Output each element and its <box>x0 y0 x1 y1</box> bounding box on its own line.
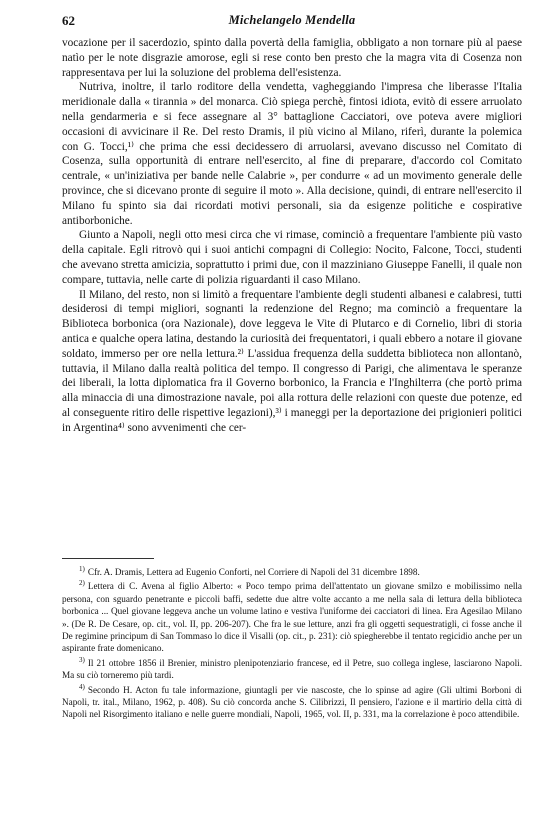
footnote-separator <box>62 558 154 559</box>
footnote <box>62 684 522 721</box>
running-head: Michelangelo Mendella <box>228 13 356 27</box>
main-text <box>62 36 522 436</box>
paragraph: vocazione per il sacerdozio, spinto dalla povertà della famiglia, obbligato a non tornare più al paese natìo per le note disgrazie amorose, egli si rese conto ben presto che la magra vita di Cosenza non rappresentava per lui la soluzione del problema dell'esistenza. <box>62 37 522 79</box>
footnotes <box>62 566 522 723</box>
footnote-text: Lettera di C. Avena al figlio Alberto: « Poco tempo prima dell'attentato un giovane smilzo e mobilissimo nella persona, con sguardo penetrante e piccoli baffi, sedette due altre volte accanto a me nella sala di lettura della biblioteca borbonica ... Quel giovane leggeva anche un volume latino e vestiva l'uniforme dei cacciatori di linea. Era Agesilao Milano ». (De R. De Cesare, op. cit., vol. II, pp. 206-207). Che fra le sue letture, anzi fra gli oggetti sequestratigli, ci fosse anche il De regimine principum di San Tommaso lo dice il Visalli (op. cit., p. 231): ciò spiegherebbe il tentato regicidio anche per un aspirante frate domenicano. <box>62 581 522 654</box>
footnote-text: Secondo H. Acton fu tale informazione, giuntagli per vie nascoste, che lo spinse ad agire (Gli ultimi Borboni di Napoli, tr. ital., Milano, 1962, p. 408). Su ciò concorda anche S. Cilibrizzi, Il pensiero, l'azione e il martirio della città di Napoli nel Risorgimento italiano e nelle guerre mondiali, Napoli, 1965, vol. II, p. 331, ma la correlazione è poco attendibile. <box>62 684 522 720</box>
footnote-mark: 4) <box>79 682 85 691</box>
footnote <box>62 580 522 654</box>
page-number: 62 <box>62 13 75 28</box>
footnote <box>62 566 522 578</box>
page-header <box>62 13 522 31</box>
footnote-text: Il 21 ottobre 1856 il Brenier, ministro plenipotenziario francese, ed il Petre, suo collega inglese, lasciarono Napoli. Ma su ciò torneremo più tardi. <box>62 657 522 681</box>
footnote-text: Cfr. A. Dramis, Lettera ad Eugenio Conforti, nel Corriere di Napoli del 31 dicembre 1898. <box>87 567 420 577</box>
paragraph: Nutriva, inoltre, il tarlo roditore della vendetta, vagheggiando l'impresa che liberasse l'Italia meridionale dalla « tirannia » del monarca. Ciò spiega perchè, fintosi idiota, evitò di essere arruolato nella gendarmeria e si fece assegnare al 3° battaglione Cacciatori, ove poteva avere migliori occasioni di avvicinare il Re. Del resto Dramis, il più vicino al Milano, riferì, durante la polemica con G. Tocci,¹⁾ che prima che essi decidessero di arruolarsi, avevano discusso nel Comitato di Cosenza, sulla opportunità di entrare nell'esercito, al fine di preparare, d'accordo col Comitato centrale, « un'iniziativa per bande nelle Calabrie », per condurre « ad un movimento generale delle province, che si dicevano pronte di seguire il moto ». Alla decisione, quindi, di entrare nell'esercito il Milano fu spinto sia dai ricordati motivi personali, sia da esigenze politiche e cospirative antiborboniche. <box>62 81 522 227</box>
footnote <box>62 657 522 682</box>
paragraph: Il Milano, del resto, non si limitò a frequentare l'ambiente degli studenti albanesi e calabresi, tutti desiderosi di tempi migliori, sognanti la redenzione del Regno; ma cominciò a frequentare la Biblioteca borbonica (ora Nazionale), dove leggeva le Vite di Plutarco e di Cornelio, libri di storia antica e qualche opera latina, destando la curiosità dei frequentatori, i quali ebbero a notare il giovane soldato, immerso per ore nella lettura.²⁾ L'assidua frequenza della suddetta biblioteca non allontanò, tuttavia, il Milano dalla realtà politica del tempo. Il congresso di Parigi, che alimentava le speranze dei liberali, la lotta diplomatica fra il Governo borbonico, la Francia e l'Inghilterra (che portò prima alla minaccia di una dimostrazione navale, poi alla rottura delle relazioni con queste due potenze, ed al conseguente ritiro delle rispettive legazioni),³⁾ i maneggi per la deportazione dei prigionieri politici in Argentina⁴⁾ sono avvenimenti che cer- <box>62 288 522 434</box>
footnote-mark: 1) <box>79 564 85 573</box>
footnote-mark: 3) <box>79 655 85 664</box>
paragraph: Giunto a Napoli, negli otto mesi circa che vi rimase, cominciò a frequentare l'ambiente più vasto della capitale. Egli ritrovò qui i suoi antichi compagni di Collegio: Nocito, Falcone, Tocci, studenti che avevano stretta amicizia, soprattutto i primi due, con il mazziniano Giuseppe Fanelli, il quale non compare, tuttavia, nelle carte di polizia riguardanti il caso Milano. <box>62 229 522 286</box>
footnote-mark: 2) <box>79 579 85 588</box>
